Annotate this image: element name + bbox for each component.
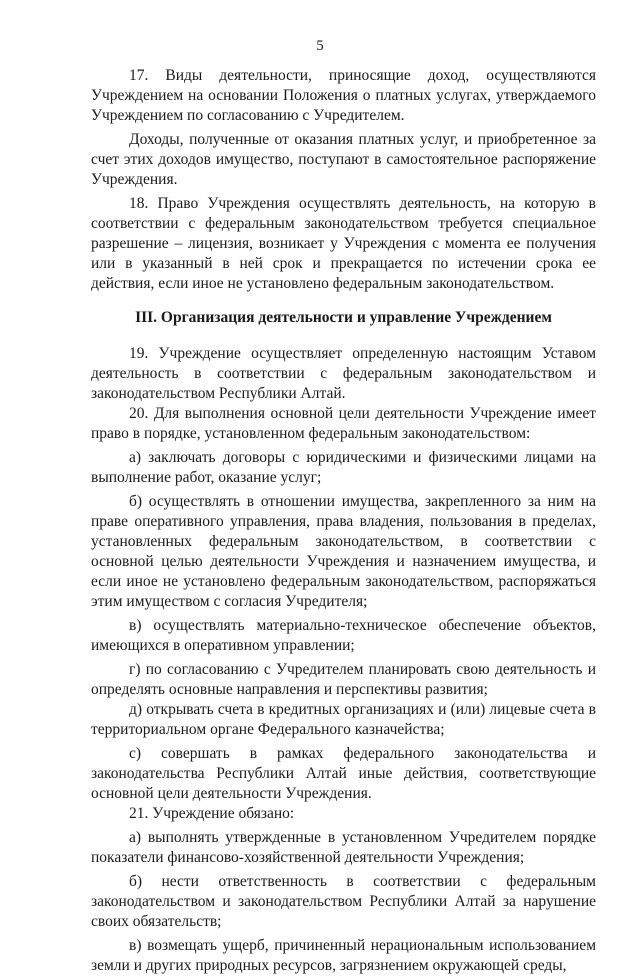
paragraph-20-s: с) совершать в рамках федерального законодательства и законодательства Республики Алтай иные действия, соответствующие основной цели деятельности Учреждения. — [91, 745, 596, 802]
paragraph-19: 19. Учреждение осуществляет определенную настоящим Уставом деятельность в соответствии с федеральным законодательством и законодательством Республики Алтай. — [91, 345, 596, 402]
paragraph-21: 21. Учреждение обязано: — [129, 805, 295, 822]
document-body — [91, 66, 596, 976]
paragraph-20-v: в) осуществлять материально-техническое обеспечение объектов, имеющихся в оперативном управлении; — [91, 617, 596, 654]
paragraph-17-income: Доходы, полученные от оказания платных услуг, и приобретенное за счет этих доходов имущество, поступают в самостоятельное распоряжение Учреждения. — [91, 131, 596, 188]
paragraph-20-g: г) по согласованию с Учредителем планировать свою деятельность и определять основные направления и перспективы развития; — [91, 661, 596, 698]
paragraph-20-b: б) осуществлять в отношении имущества, закрепленного за ним на праве оперативного управления, права владения, пользования в пределах, установленных федеральным законодательством, в соответствии с основной целью деятельности Учреждения и назначением имущества, и если иное не установлено федеральным законодательством, распоряжаться этим имуществом с согласия Учредителя; — [91, 493, 596, 610]
paragraph-20-d: д) открывать счета в кредитных организациях и (или) лицевые счета в территориальном органе Федерального казначейства; — [91, 701, 596, 738]
paragraph-21-a: а) выполнять утвержденные в установленном Учредителем порядке показатели финансово-хозяйственной деятельности Учреждения; — [91, 829, 596, 866]
paragraph-20-a: а) заключать договоры с юридическими и физическими лицами на выполнение работ, оказание услуг; — [91, 449, 596, 486]
page-number: 5 — [316, 38, 324, 54]
paragraph-21-b: б) нести ответственность в соответствии с федеральным законодательством и законодательством Республики Алтай за нарушение своих обязательств; — [91, 873, 596, 930]
section-heading: III. Организация деятельности и управление Учреждением — [135, 309, 552, 326]
paragraph-18: 18. Право Учреждения осуществлять деятельность, на которую в соответствии с федеральным законодательством требуется специальное разрешение – лицензия, возникает у Учреждения с момента ее получения или в указанный в ней срок и прекращается по истечении срока ее действия, если иное не установлено федеральным законодательством. — [91, 195, 596, 292]
paragraph-20: 20. Для выполнения основной цели деятельности Учреждение имеет право в порядке, установленном федеральным законодательством: — [91, 405, 596, 442]
paragraph-21-v: в) возмещать ущерб, причиненный нерациональным использованием земли и других природных ресурсов, загрязнением окружающей среды, — [91, 937, 596, 974]
paragraph-17: 17. Виды деятельности, приносящие доход, осуществляются Учреждением на основании Положения о платных услугах, утверждаемого Учреждением по согласованию с Учредителем. — [91, 67, 596, 124]
